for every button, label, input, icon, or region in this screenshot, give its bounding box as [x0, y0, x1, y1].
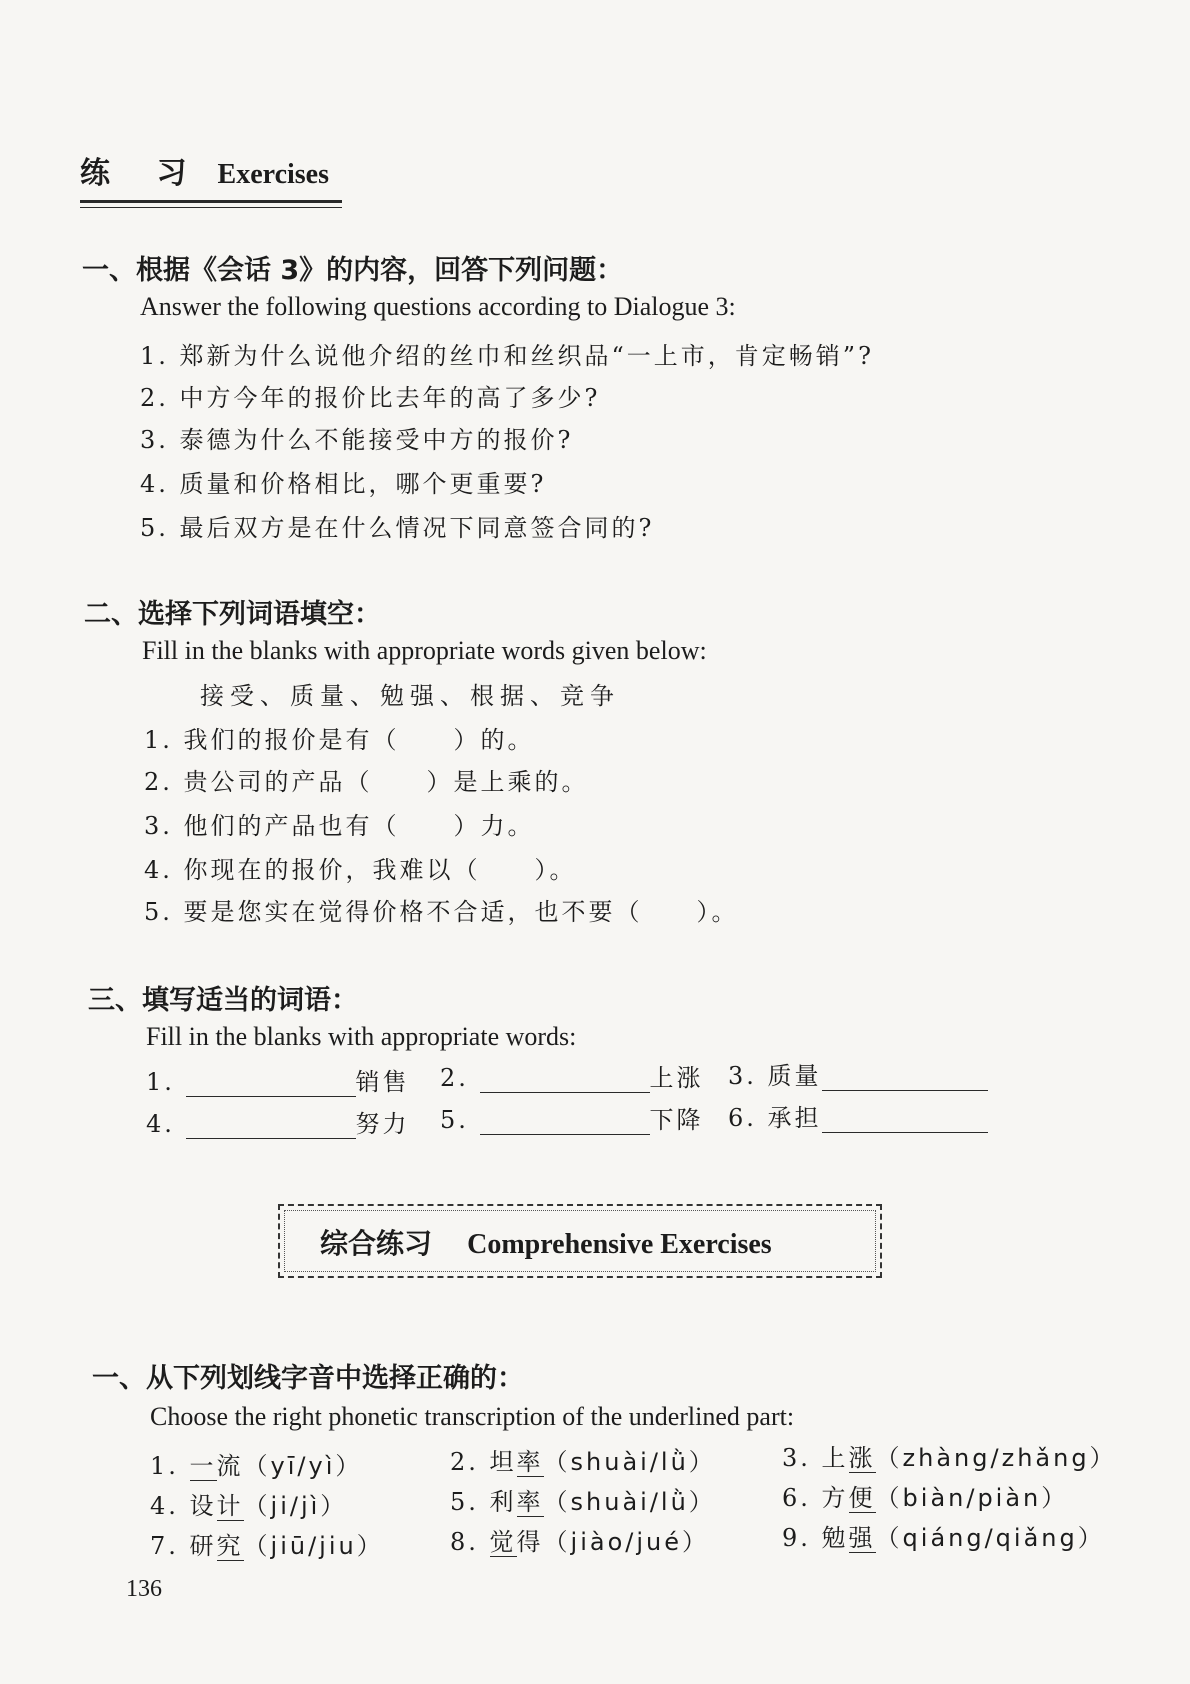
- given-word: 上涨: [649, 1064, 704, 1092]
- fill-blank-item: 3. 他们的产品也有（ ）力。: [144, 812, 535, 840]
- item-number: 6.: [782, 1484, 811, 1512]
- item-number: 1.: [150, 1452, 179, 1480]
- item-number: 6.: [728, 1104, 757, 1132]
- phonetic-item: [782, 1518, 1105, 1553]
- answer-blank: [822, 1064, 988, 1091]
- blank-item-4: [146, 1104, 410, 1139]
- section-4-heading: 一、从下列划线字音中选择正确的：: [92, 1363, 524, 1394]
- pinyin-options: （ji/jì）: [243, 1492, 348, 1520]
- phonetic-item: [450, 1442, 716, 1477]
- section-4-instruction: Choose the right phonetic transcription of the underlined part:: [150, 1402, 795, 1431]
- phonetic-item: [150, 1446, 362, 1481]
- underlined-character: 一: [189, 1452, 217, 1480]
- section-3-instruction: Fill in the blanks with appropriate words:: [146, 1022, 577, 1051]
- given-word: 下降: [649, 1106, 704, 1134]
- title-english: Exercises: [217, 159, 329, 190]
- item-number: 9.: [782, 1524, 811, 1552]
- answer-blank: [480, 1108, 650, 1135]
- fill-blank-item: 2. 贵公司的产品（ ）是上乘的。: [144, 768, 589, 796]
- title-chinese: 练 习: [80, 156, 205, 191]
- blank-item-2: [440, 1058, 704, 1093]
- blank-item-5: [440, 1100, 704, 1135]
- given-word: 承担: [767, 1104, 822, 1132]
- phonetic-item: [150, 1526, 384, 1561]
- item-number: 7.: [150, 1532, 179, 1560]
- question-item: 2. 中方今年的报价比去年的高了多少?: [140, 384, 601, 412]
- pinyin-options: （qiáng/qiǎng）: [875, 1524, 1105, 1552]
- item-number: 3.: [782, 1444, 811, 1472]
- item-number: 3.: [728, 1062, 757, 1090]
- given-word: 销售: [355, 1068, 410, 1096]
- word-prefix: 坦: [489, 1448, 517, 1476]
- question-item: 4. 质量和价格相比，哪个更重要?: [140, 470, 547, 498]
- word-prefix: 设: [189, 1492, 217, 1520]
- underlined-character: 率: [516, 1488, 544, 1516]
- pinyin-options: （jiào/jué）: [543, 1528, 710, 1556]
- underlined-character: 涨: [848, 1444, 876, 1472]
- item-number: 5.: [440, 1106, 469, 1134]
- underlined-character: 觉: [489, 1528, 517, 1556]
- fill-blank-item: 1. 我们的报价是有（ ）的。: [144, 726, 535, 754]
- word-list: 接受、质量、勉强、根据、竞争: [200, 682, 620, 710]
- answer-blank: [480, 1066, 650, 1093]
- page-number: 136: [126, 1576, 162, 1602]
- item-number: 8.: [450, 1528, 479, 1556]
- underlined-character: 便: [848, 1484, 876, 1512]
- word-prefix: 上: [821, 1444, 849, 1472]
- underlined-character: 强: [848, 1524, 876, 1552]
- comprehensive-exercises-box: [278, 1204, 882, 1278]
- item-number: 4.: [146, 1110, 175, 1138]
- answer-blank: [186, 1070, 356, 1097]
- page-title: [80, 148, 342, 203]
- section-2-heading: 二、选择下列词语填空：: [84, 599, 381, 630]
- pinyin-options: （yī/yì）: [243, 1452, 363, 1480]
- comprehensive-title: [320, 1222, 772, 1262]
- fill-blank-item: 5. 要是您实在觉得价格不合适，也不要（ ）。: [144, 898, 739, 926]
- fill-blank-item: 4. 你现在的报价，我难以（ ）。: [144, 856, 577, 884]
- phonetic-item: [450, 1522, 709, 1557]
- item-number: 1.: [146, 1068, 175, 1096]
- word-prefix: 勉: [821, 1524, 849, 1552]
- pinyin-options: （shuài/lǜ）: [543, 1488, 716, 1516]
- underlined-character: 究: [216, 1532, 244, 1560]
- question-item: 5. 最后双方是在什么情况下同意签合同的?: [140, 514, 655, 542]
- word-prefix: 利: [489, 1488, 517, 1516]
- answer-blank: [822, 1106, 988, 1133]
- blank-item-1: [146, 1062, 410, 1097]
- blank-item-3: [728, 1056, 988, 1091]
- section-1-instruction: Answer the following questions according to Dialogue 3:: [140, 292, 736, 321]
- item-number: 5.: [450, 1488, 479, 1516]
- blank-item-6: [728, 1098, 988, 1133]
- item-number: 4.: [150, 1492, 179, 1520]
- comprehensive-title-english: Comprehensive Exercises: [467, 1229, 772, 1260]
- question-item: 1. 郑新为什么说他介绍的丝巾和丝织品“一上市，肯定畅销”?: [140, 342, 874, 370]
- pinyin-options: （biàn/piàn）: [875, 1484, 1069, 1512]
- section-1-heading: 一、根据《会话 3》的内容，回答下列问题：: [82, 255, 624, 286]
- given-word: 努力: [355, 1110, 410, 1138]
- word-prefix: 方: [821, 1484, 849, 1512]
- pinyin-options: （zhàng/zhǎng）: [875, 1444, 1117, 1472]
- answer-blank: [186, 1112, 356, 1139]
- phonetic-item: [450, 1482, 716, 1517]
- comprehensive-title-chinese: 综合练习: [320, 1227, 433, 1260]
- item-number: 2.: [440, 1064, 469, 1092]
- section-2-instruction: Fill in the blanks with appropriate words given below:: [142, 636, 707, 665]
- phonetic-item: [782, 1478, 1068, 1513]
- given-word: 质量: [767, 1062, 822, 1090]
- phonetic-item: [782, 1438, 1117, 1473]
- word-suffix: 得: [516, 1528, 544, 1556]
- pinyin-options: （shuài/lǜ）: [543, 1448, 716, 1476]
- pinyin-options: （jiū/jiu）: [243, 1532, 384, 1560]
- phonetic-item: [150, 1486, 347, 1521]
- underlined-character: 计: [216, 1492, 244, 1520]
- item-number: 2.: [450, 1448, 479, 1476]
- word-prefix: 研: [189, 1532, 217, 1560]
- question-item: 3. 泰德为什么不能接受中方的报价?: [140, 426, 574, 454]
- underlined-character: 率: [516, 1448, 544, 1476]
- word-suffix: 流: [216, 1452, 244, 1480]
- section-3-heading: 三、填写适当的词语：: [88, 985, 358, 1016]
